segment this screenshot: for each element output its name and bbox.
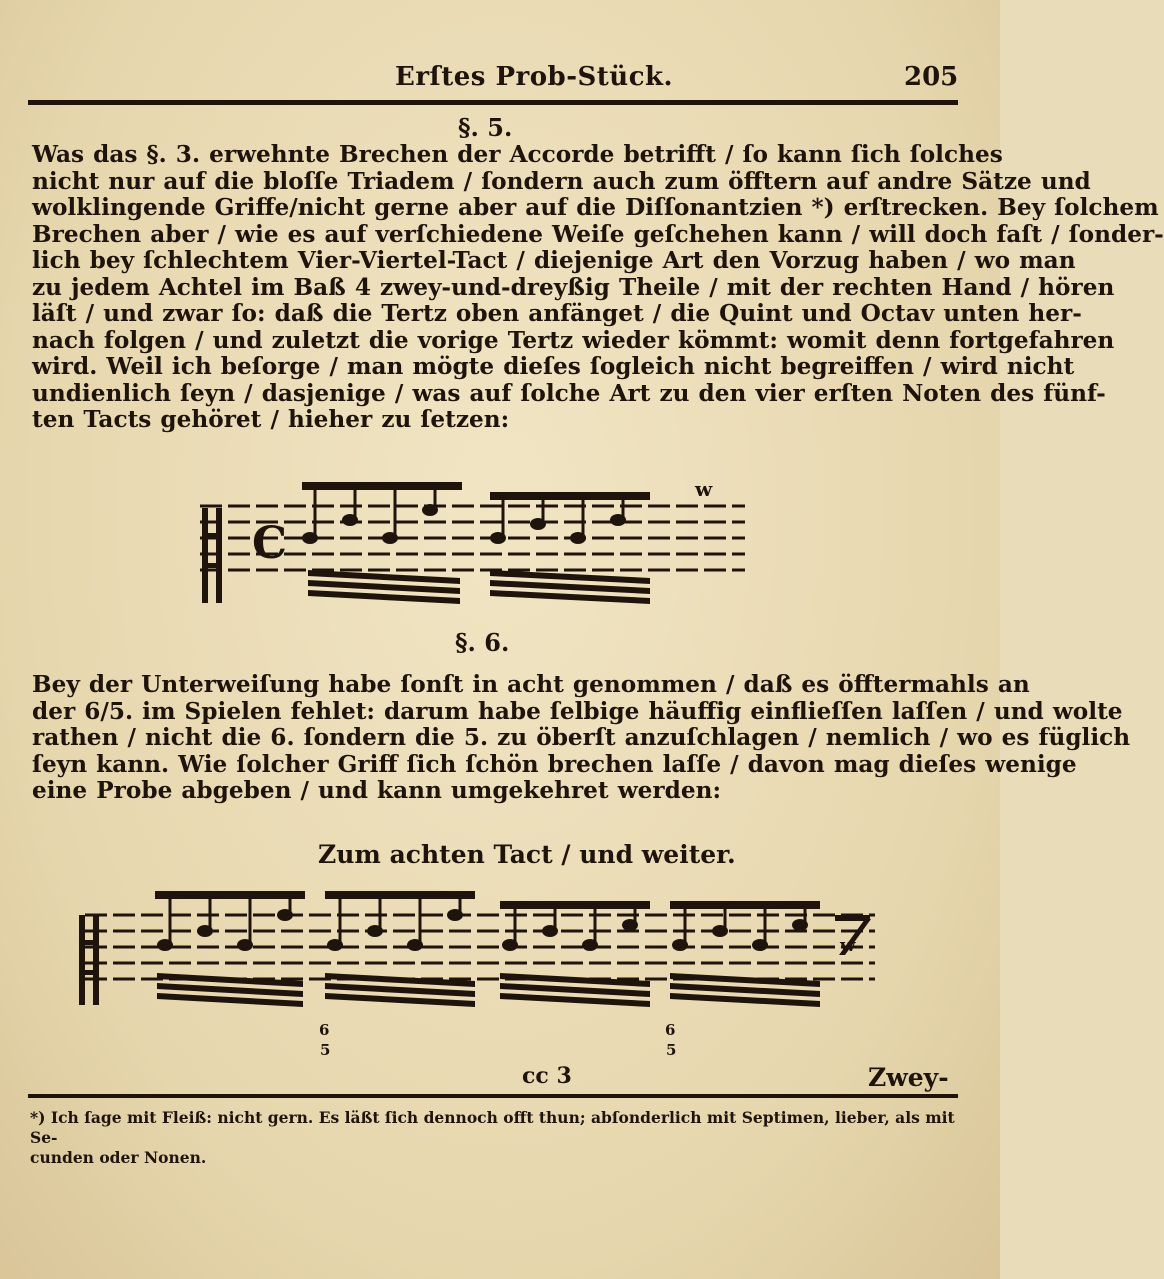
text-line: lich bey ſchlechtem Vier-Viertel-Tact / diejenige Art den Vorzug haben / wo man [32,247,1076,274]
clef-icon [79,915,99,1005]
text-line: ſeyn kann. Wie ſolcher Griff ſich ſchön brechen laſſe / davon mag dieſes wenige [32,750,1077,778]
text-line: läſt / und zwar ſo: daß die Tertz oben anfänget / die Quint und Octav unten her- [32,300,1082,327]
text-line: undienlich ſeyn / dasjenige / was auf ſolche Art zu den vier erſten Noten des fünf- [32,379,1106,407]
note-group [490,492,650,544]
text-line: Brechen aber / wie es auf verſchiedene Weiſe geſchehen kann / will doch faſt / ſonder- [32,220,1164,248]
trill-icon: w [695,477,713,501]
text-line: nach folgen / und zuletzt die vorige Tertz wieder kömmt: womit denn fortgefahren [32,326,1115,354]
figured-bass-5: 5 [666,1041,677,1059]
text-line: wird. Weil ich beſorge / man mögte dieſes ſogleich nicht begreiffen / wird nicht [32,353,1075,380]
text-line: ten Tacts gehöret / hieher zu ſetzen: [32,406,510,433]
section-5-text [32,141,1164,434]
text-line: Was das §. 3. erwehnte Brechen der Accorde betrifft / ſo kann ſich ſolches [32,141,1003,168]
running-head: Erſtes Prob-Stück. [395,62,674,92]
figured-bass-5: 5 [320,1041,331,1059]
section-6-mark: §. 6. [455,628,510,657]
catchword: Zwey- [868,1063,949,1092]
note-group [302,482,462,544]
note-group [155,891,305,951]
text-line: der 6/5. im Spielen fehlet: darum habe ſelbige häuffig einflieſſen laſſen / und wolte [32,697,1123,725]
header-rule [28,100,958,105]
page-number: 205 [904,62,959,92]
text-line: Bey der Unterweiſung habe ſonſt in acht genommen / daß es öfftermahls an [32,671,1030,698]
example-caption: Zum achten Tact / und weiter. [318,840,736,869]
figured-bass-6: 6 [319,1021,330,1039]
common-time-icon: C [252,518,288,569]
note-group [500,901,650,951]
music-example-1 [190,478,750,613]
note-group [325,891,475,951]
text-line: zu jedem Achtel im Baß 4 zwey-und-dreyßig Theile / mit der rechten Hand / hören [32,273,1115,301]
footnote-rule [28,1094,958,1098]
section-6-text [32,671,1131,805]
end-flourish-icon [835,915,871,956]
figured-bass-6: 6 [665,1021,676,1039]
footnote [30,1108,955,1168]
text-line: rathen / nicht die 6. ſondern die 5. zu öberſt anzuſchlagen / nemlich / wo es füglich [32,724,1131,751]
note-group [670,901,820,951]
signature-mark: cc 3 [522,1063,572,1089]
section-5-mark: §. 5. [458,113,513,142]
text-line: eine Probe abgeben / und kann umgekehret werden: [32,777,722,804]
footnote-line: cunden oder Nonen. [30,1148,207,1167]
svg-text:w: w [840,935,856,956]
music-example-2 [75,885,880,1010]
footnote-line: *) Ich ſage mit Fleiß: nicht gern. Es läßt ſich dennoch offt thun; abſonderlich mit Septimen, lieber, als mit Se- [30,1108,955,1147]
bass-beams [308,570,650,604]
text-line: nicht nur auf die bloſſe Triadem / ſondern auch zum öfftern auf andre Sätze und [32,167,1091,195]
text-line: wolklingende Griffe/nicht gerne aber auf die Diſſonantzien *) erſtrecken. Bey ſolchem [32,194,1159,221]
